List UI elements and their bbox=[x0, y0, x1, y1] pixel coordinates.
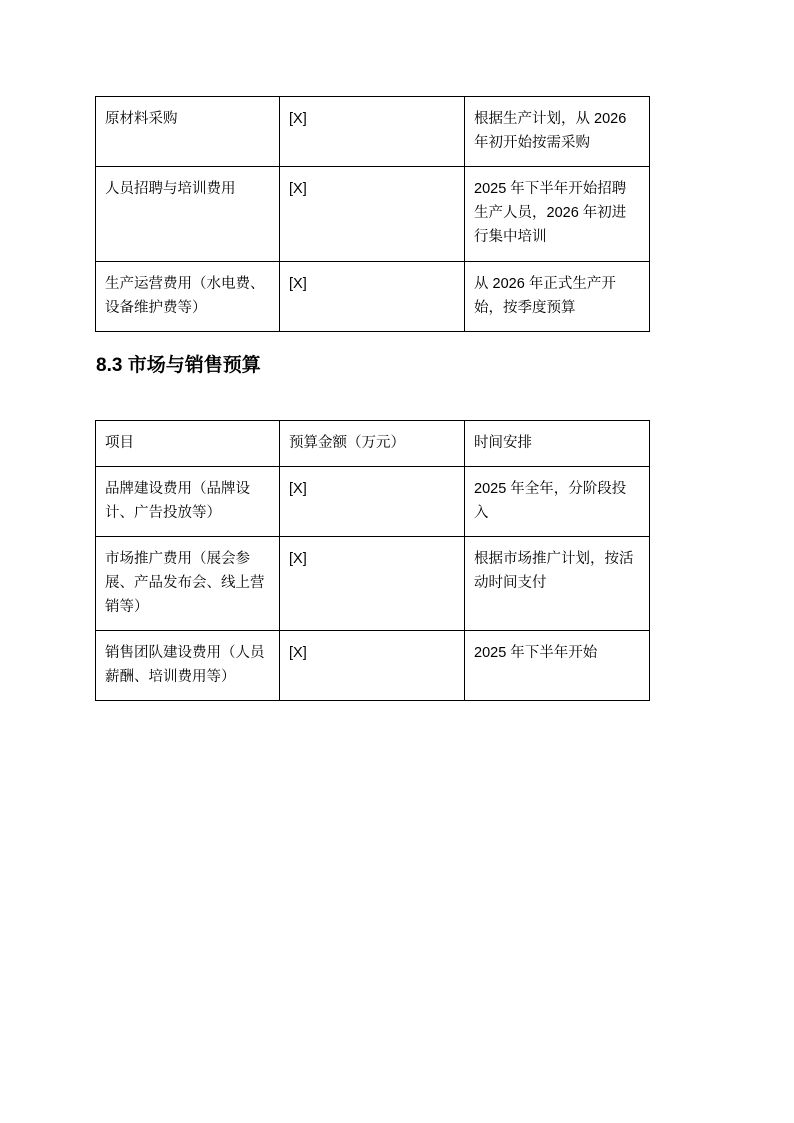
table-row bbox=[96, 97, 650, 167]
header-amount: 预算金额（万元） bbox=[280, 421, 465, 467]
amount-cell: [X] bbox=[280, 262, 465, 332]
schedule-cell: 根据市场推广计划，按活动时间支付 bbox=[465, 537, 650, 631]
item-cell: 市场推广费用（展会参展、产品发布会、线上营销等） bbox=[96, 537, 280, 631]
amount-cell: [X] bbox=[280, 97, 465, 167]
table-row bbox=[96, 537, 650, 631]
production-budget-table bbox=[95, 96, 650, 332]
header-schedule: 时间安排 bbox=[465, 421, 650, 467]
item-cell: 人员招聘与培训费用 bbox=[96, 167, 280, 262]
table-row bbox=[96, 467, 650, 537]
item-cell: 品牌建设费用（品牌设计、广告投放等） bbox=[96, 467, 280, 537]
schedule-cell: 从 2026 年正式生产开始，按季度预算 bbox=[465, 262, 650, 332]
amount-cell: [X] bbox=[280, 467, 465, 537]
item-cell: 原材料采购 bbox=[96, 97, 280, 167]
item-cell: 生产运营费用（水电费、设备维护费等） bbox=[96, 262, 280, 332]
table-row bbox=[96, 631, 650, 701]
section-heading: 8.3 市场与销售预算 bbox=[96, 355, 261, 376]
header-item: 项目 bbox=[96, 421, 280, 467]
amount-cell: [X] bbox=[280, 537, 465, 631]
marketing-budget-table bbox=[95, 420, 650, 701]
amount-cell: [X] bbox=[280, 631, 465, 701]
table-header-row bbox=[96, 421, 650, 467]
table-row bbox=[96, 167, 650, 262]
table-row bbox=[96, 262, 650, 332]
schedule-cell: 2025 年下半年开始 bbox=[465, 631, 650, 701]
schedule-cell: 2025 年下半年开始招聘生产人员，2026 年初进行集中培训 bbox=[465, 167, 650, 262]
schedule-cell: 2025 年全年，分阶段投入 bbox=[465, 467, 650, 537]
amount-cell: [X] bbox=[280, 167, 465, 262]
item-cell: 销售团队建设费用（人员薪酬、培训费用等） bbox=[96, 631, 280, 701]
schedule-cell: 根据生产计划，从 2026 年初开始按需采购 bbox=[465, 97, 650, 167]
